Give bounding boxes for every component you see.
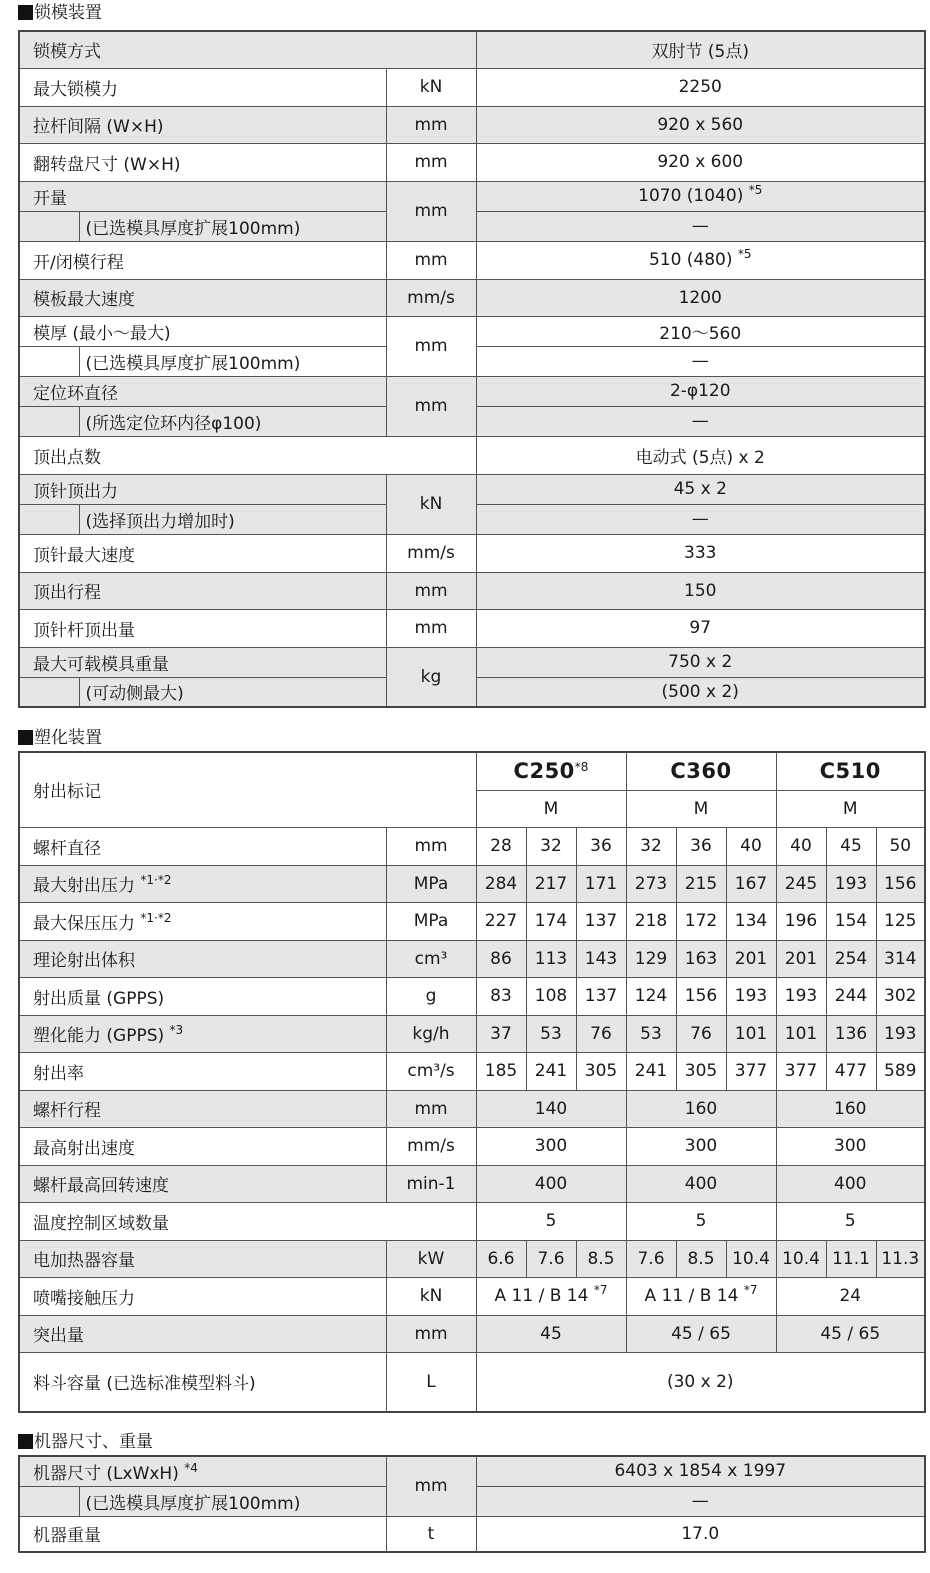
spec-value: 108 — [526, 977, 576, 1015]
table-row — [19, 1516, 925, 1552]
spec-unit: kW — [386, 1240, 476, 1277]
table-row — [19, 1127, 925, 1165]
spec-value: 193 — [876, 1015, 925, 1052]
spec-value: 245 — [776, 865, 826, 902]
spec-unit: t — [386, 1516, 476, 1552]
table-row — [19, 1052, 925, 1090]
spec-label: 开量 — [19, 181, 386, 211]
spec-value: 477 — [826, 1052, 876, 1090]
screw-type: M — [626, 790, 776, 827]
spec-unit: mm — [386, 316, 476, 376]
spec-value: 137 — [576, 902, 626, 940]
spec-value: 5 — [776, 1202, 925, 1240]
spec-label: 螺杆直径 — [19, 827, 386, 865]
spec-value: 400 — [776, 1165, 925, 1202]
spec-value: 83 — [476, 977, 526, 1015]
spec-label: 射出标记 — [19, 752, 386, 827]
table-row — [19, 940, 925, 977]
spec-value: 17.0 — [476, 1516, 925, 1552]
spec-value: 377 — [726, 1052, 776, 1090]
spec-value: 314 — [876, 940, 925, 977]
spec-value: 210～560 — [476, 316, 925, 346]
spec-value: 750 x 2 — [476, 647, 925, 677]
square-bullet-icon — [18, 730, 33, 745]
spec-value: 1070 (1040) $^{*5}$ — [476, 181, 925, 211]
spec-value: 140 — [476, 1090, 626, 1127]
table-row — [19, 1315, 925, 1352]
spec-sublabel: (已选模具厚度扩展100mm) — [79, 346, 386, 376]
spec-label: 机器重量 — [19, 1516, 386, 1552]
spec-label: 最大射出压力 $^{*1\cdot*2}$ — [19, 865, 386, 902]
spec-value: 333 — [476, 534, 925, 572]
spec-value: 185 — [476, 1052, 526, 1090]
spec-unit: mm — [386, 1456, 476, 1516]
spec-label: 螺杆最高回转速度 — [19, 1165, 386, 1202]
clamp-table — [18, 30, 926, 708]
spec-value: 920 x 600 — [476, 143, 925, 181]
spec-label: 螺杆行程 — [19, 1090, 386, 1127]
spec-value: 134 — [726, 902, 776, 940]
table-row — [19, 865, 925, 902]
square-bullet-icon — [18, 1434, 33, 1449]
spec-label: 拉杆间隔 (W×H) — [19, 106, 386, 143]
spec-label: 模厚 (最小～最大) — [19, 316, 386, 346]
spec-label: 理论射出体积 — [19, 940, 386, 977]
spec-label: 翻转盘尺寸 (W×H) — [19, 143, 386, 181]
table-row — [19, 827, 925, 865]
spec-label: 开/闭模行程 — [19, 241, 386, 279]
spec-value: 217 — [526, 865, 576, 902]
spec-value: 377 — [776, 1052, 826, 1090]
spec-label: 机器尺寸 (LxWxH) $^{*4}$ — [19, 1456, 386, 1486]
spec-value: 8.5 — [676, 1240, 726, 1277]
table-row — [19, 1240, 925, 1277]
spec-unit: kN — [386, 68, 476, 106]
spec-label: 顶出行程 — [19, 572, 386, 609]
table-row — [19, 241, 925, 279]
spec-unit: mm — [386, 241, 476, 279]
spec-value: 40 — [726, 827, 776, 865]
section-title-inject: 塑化装置 — [18, 728, 102, 748]
spec-value: 143 — [576, 940, 626, 977]
spec-value: 305 — [676, 1052, 726, 1090]
spec-value: 201 — [776, 940, 826, 977]
table-row — [19, 1202, 925, 1240]
spec-unit: mm/s — [386, 279, 476, 316]
spec-unit: mm/s — [386, 1127, 476, 1165]
spec-value: 589 — [876, 1052, 925, 1090]
table-row — [19, 1015, 925, 1052]
spec-unit: kN — [386, 474, 476, 534]
table-row — [19, 68, 925, 106]
spec-value: 6.6 — [476, 1240, 526, 1277]
spec-value: 284 — [476, 865, 526, 902]
spec-value: 45 / 65 — [776, 1315, 925, 1352]
square-bullet-icon — [18, 5, 33, 20]
spec-label: 顶针杆顶出量 — [19, 609, 386, 647]
spec-value: 160 — [776, 1090, 925, 1127]
spec-value: 510 (480) $^{*5}$ — [476, 241, 925, 279]
inject-table — [18, 751, 926, 1413]
spec-value: 300 — [476, 1127, 626, 1165]
spec-unit: mm — [386, 376, 476, 436]
spec-value: 305 — [576, 1052, 626, 1090]
spec-value: 2-φ120 — [476, 376, 925, 406]
table-row — [19, 902, 925, 940]
machine-table — [18, 1455, 926, 1553]
table-row — [19, 977, 925, 1015]
spec-value: 241 — [626, 1052, 676, 1090]
spec-value: 244 — [826, 977, 876, 1015]
spec-unit: cm³/s — [386, 1052, 476, 1090]
spec-unit: mm/s — [386, 534, 476, 572]
spec-value: 215 — [676, 865, 726, 902]
spec-value: 76 — [676, 1015, 726, 1052]
spec-value: 172 — [676, 902, 726, 940]
spec-value: 53 — [626, 1015, 676, 1052]
spec-label: 最大可载模具重量 — [19, 647, 386, 677]
screw-type: M — [476, 790, 626, 827]
spec-label: 喷嘴接触压力 — [19, 1277, 386, 1315]
spec-value: 193 — [726, 977, 776, 1015]
spec-unit: min-1 — [386, 1165, 476, 1202]
spec-label: 料斗容量 (已选标准模型料斗) — [19, 1352, 386, 1412]
spec-label: 射出质量 (GPPS) — [19, 977, 386, 1015]
table-row — [19, 1456, 925, 1486]
spec-value: 196 — [776, 902, 826, 940]
spec-value: 273 — [626, 865, 676, 902]
spec-value: 36 — [676, 827, 726, 865]
spec-value: 171 — [576, 865, 626, 902]
spec-value: A 11 / B 14 $^{*7}$ — [476, 1277, 626, 1315]
spec-value: 125 — [876, 902, 925, 940]
section-title-clamp: 锁模装置 — [18, 3, 102, 23]
spec-value: 300 — [776, 1127, 925, 1165]
spec-label: 最高射出速度 — [19, 1127, 386, 1165]
spec-label: 突出量 — [19, 1315, 386, 1352]
table-row — [19, 752, 925, 790]
spec-value: 32 — [526, 827, 576, 865]
spec-value: 920 x 560 — [476, 106, 925, 143]
spec-value: 137 — [576, 977, 626, 1015]
spec-value: 163 — [676, 940, 726, 977]
spec-value: — — [476, 406, 925, 436]
spec-value: 6403 x 1854 x 1997 — [476, 1456, 925, 1486]
spec-value: 97 — [476, 609, 925, 647]
spec-sublabel: (已选模具厚度扩展100mm) — [79, 1486, 386, 1516]
spec-value: 193 — [776, 977, 826, 1015]
table-row — [19, 316, 925, 346]
spec-value: 10.4 — [726, 1240, 776, 1277]
inject-data-rows — [19, 827, 925, 1090]
spec-value: 167 — [726, 865, 776, 902]
table-row — [19, 609, 925, 647]
spec-unit: kg — [386, 647, 476, 707]
spec-value: (30 x 2) — [476, 1352, 925, 1412]
spec-value: 201 — [726, 940, 776, 977]
spec-value: 124 — [626, 977, 676, 1015]
spec-unit: L — [386, 1352, 476, 1412]
spec-value: 86 — [476, 940, 526, 977]
spec-unit: mm — [386, 1090, 476, 1127]
spec-value: 8.5 — [576, 1240, 626, 1277]
spec-value: 113 — [526, 940, 576, 977]
spec-value: 40 — [776, 827, 826, 865]
spec-value: 400 — [626, 1165, 776, 1202]
spec-unit: cm³ — [386, 940, 476, 977]
model-header: C250$^{*8}$ — [476, 752, 626, 790]
model-header: C510 — [776, 752, 925, 790]
spec-value: 2250 — [476, 68, 925, 106]
spec-label: 温度控制区域数量 — [19, 1202, 476, 1240]
spec-unit: mm — [386, 572, 476, 609]
spec-sublabel: (选择顶出力增加时) — [79, 504, 386, 534]
table-row — [19, 31, 925, 68]
spec-unit: kN — [386, 1277, 476, 1315]
spec-value: 156 — [676, 977, 726, 1015]
spec-value: 154 — [826, 902, 876, 940]
spec-value: 28 — [476, 827, 526, 865]
spec-label: 顶针最大速度 — [19, 534, 386, 572]
spec-unit: g — [386, 977, 476, 1015]
spec-value: 36 — [576, 827, 626, 865]
spec-value: 129 — [626, 940, 676, 977]
spec-value: 10.4 — [776, 1240, 826, 1277]
spec-value: 400 — [476, 1165, 626, 1202]
table-row — [19, 436, 925, 474]
spec-value: 53 — [526, 1015, 576, 1052]
spec-unit: MPa — [386, 865, 476, 902]
spec-label: 最大保压压力 $^{*1\cdot*2}$ — [19, 902, 386, 940]
spec-label: 塑化能力 (GPPS) $^{*3}$ — [19, 1015, 386, 1052]
spec-value: 174 — [526, 902, 576, 940]
spec-value: 101 — [776, 1015, 826, 1052]
spec-value: — — [476, 346, 925, 376]
spec-label: 最大锁模力 — [19, 68, 386, 106]
spec-value: 45 — [476, 1315, 626, 1352]
spec-value: 160 — [626, 1090, 776, 1127]
table-row — [19, 1277, 925, 1315]
spec-unit: mm — [386, 106, 476, 143]
spec-value: 254 — [826, 940, 876, 977]
spec-unit: kg/h — [386, 1015, 476, 1052]
spec-value: 45 — [826, 827, 876, 865]
spec-value: 1200 — [476, 279, 925, 316]
spec-label: 射出率 — [19, 1052, 386, 1090]
spec-unit: mm — [386, 1315, 476, 1352]
spec-value: 241 — [526, 1052, 576, 1090]
spec-value: 45 x 2 — [476, 474, 925, 504]
table-row — [19, 143, 925, 181]
spec-value: (500 x 2) — [476, 677, 925, 707]
model-header: C360 — [626, 752, 776, 790]
spec-value: — — [476, 211, 925, 241]
table-row — [19, 279, 925, 316]
spec-value: 136 — [826, 1015, 876, 1052]
spec-sublabel: (所选定位环内径φ100) — [79, 406, 386, 436]
spec-value: 302 — [876, 977, 925, 1015]
spec-label: 定位环直径 — [19, 376, 386, 406]
spec-value: 300 — [626, 1127, 776, 1165]
spec-value: 11.1 — [826, 1240, 876, 1277]
spec-value: 50 — [876, 827, 925, 865]
spec-label: 顶针顶出力 — [19, 474, 386, 504]
spec-value: 76 — [576, 1015, 626, 1052]
spec-unit: mm — [386, 827, 476, 865]
screw-type: M — [776, 790, 925, 827]
spec-label: 电加热器容量 — [19, 1240, 386, 1277]
table-row — [19, 534, 925, 572]
spec-value: 101 — [726, 1015, 776, 1052]
table-row — [19, 106, 925, 143]
spec-value: 5 — [476, 1202, 626, 1240]
spec-sublabel: (可动侧最大) — [79, 677, 386, 707]
spec-label: 锁模方式 — [19, 31, 476, 68]
table-row — [19, 1352, 925, 1412]
section-title-machine: 机器尺寸、重量 — [18, 1432, 153, 1452]
spec-value: 24 — [776, 1277, 925, 1315]
spec-value: 7.6 — [526, 1240, 576, 1277]
table-row — [19, 1090, 925, 1127]
spec-value: 双肘节 (5点) — [476, 31, 925, 68]
table-row — [19, 181, 925, 211]
spec-unit: MPa — [386, 902, 476, 940]
table-row — [19, 647, 925, 677]
spec-value: — — [476, 1486, 925, 1516]
spec-value: 电动式 (5点) x 2 — [476, 436, 925, 474]
spec-label: 顶出点数 — [19, 436, 476, 474]
spec-unit: mm — [386, 143, 476, 181]
spec-value: 227 — [476, 902, 526, 940]
spec-value: 37 — [476, 1015, 526, 1052]
spec-value: 45 / 65 — [626, 1315, 776, 1352]
spec-value: 156 — [876, 865, 925, 902]
spec-sublabel: (已选模具厚度扩展100mm) — [79, 211, 386, 241]
spec-label: 模板最大速度 — [19, 279, 386, 316]
spec-unit: mm — [386, 609, 476, 647]
spec-value: 150 — [476, 572, 925, 609]
table-row — [19, 1165, 925, 1202]
spec-unit: mm — [386, 181, 476, 241]
spec-value: 32 — [626, 827, 676, 865]
spec-value: 7.6 — [626, 1240, 676, 1277]
table-row — [19, 376, 925, 406]
spec-value: 11.3 — [876, 1240, 925, 1277]
spec-value: 5 — [626, 1202, 776, 1240]
spec-value: A 11 / B 14 $^{*7}$ — [626, 1277, 776, 1315]
spec-value: 218 — [626, 902, 676, 940]
spec-value: — — [476, 504, 925, 534]
table-row — [19, 572, 925, 609]
spec-value: 193 — [826, 865, 876, 902]
table-row — [19, 474, 925, 504]
